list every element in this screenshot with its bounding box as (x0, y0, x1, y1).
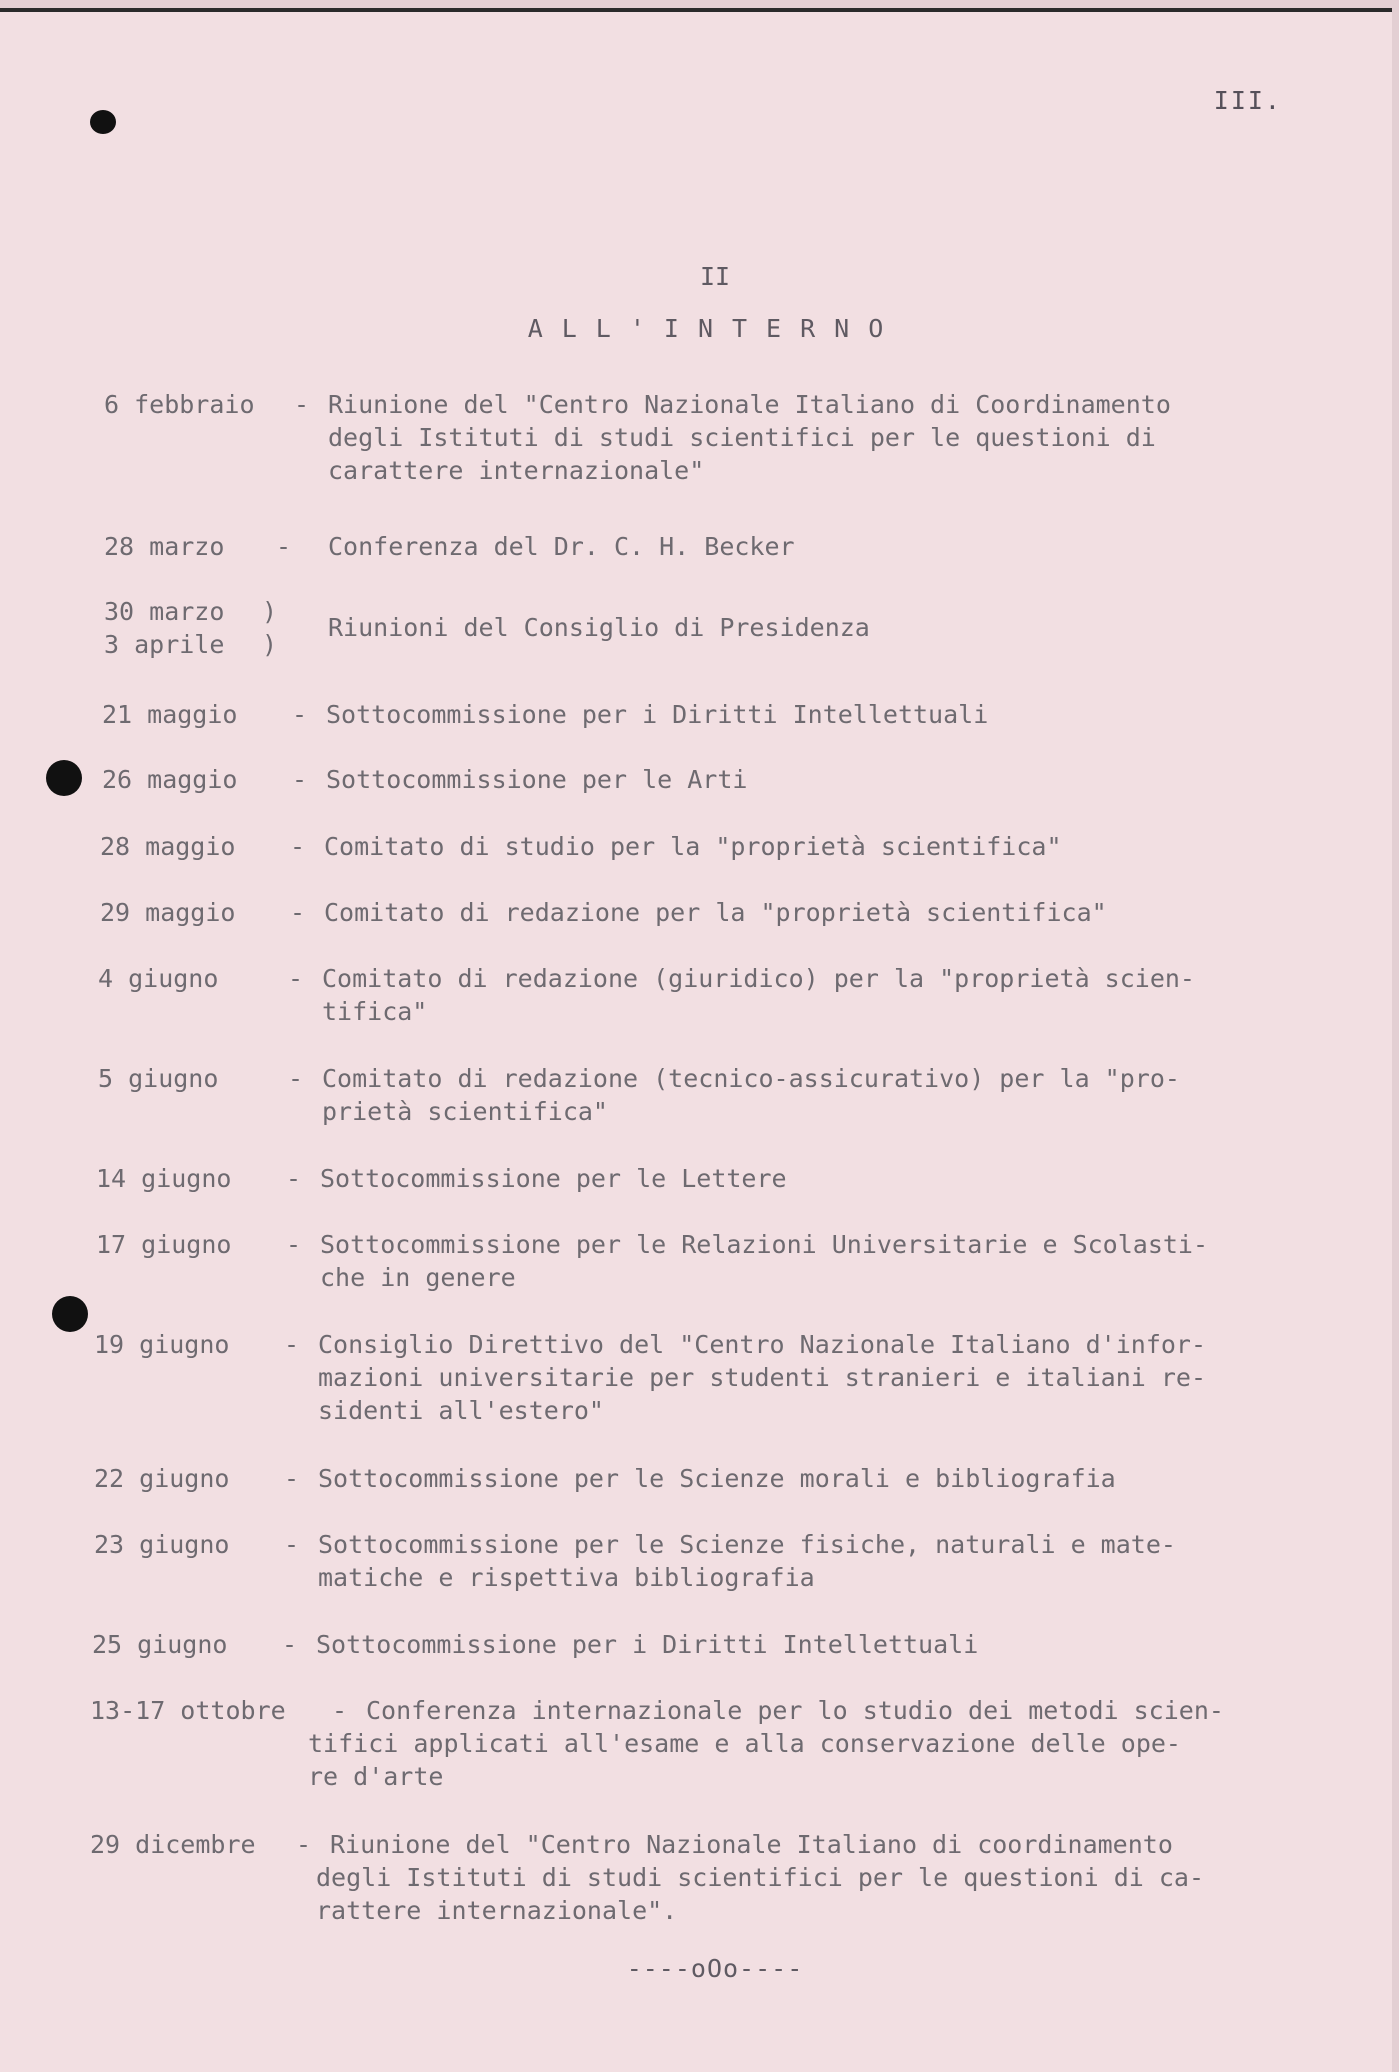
document-page (0, 8, 1392, 2072)
entry-text-line: tifici applicati all'esame e alla conservazione delle ope- (308, 1729, 1181, 1758)
entry-date: 17 giugno (96, 1230, 232, 1259)
entry-date: 29 dicembre (90, 1830, 256, 1859)
entry-dash: - (296, 1830, 312, 1859)
entry-text-line: Comitato di redazione (tecnico-assicurativo) per la "pro- (322, 1064, 1180, 1093)
entry-text-line: Consiglio Direttivo del "Centro Nazionale Italiano d'infor- (318, 1330, 1207, 1359)
entry-text-line: Sottocommissione per le Arti (326, 765, 748, 794)
end-mark: ----oOo---- (626, 1954, 804, 1983)
entry-text-line: Sottocommissione per le Scienze morali e bibliografia (318, 1464, 1116, 1493)
entry-dash: - (294, 390, 310, 419)
entry-date: 5 giugno (98, 1064, 219, 1093)
entry-text-line: re d'arte (308, 1762, 444, 1791)
entry-dash: - (284, 1330, 300, 1359)
entry-text-line: sidenti all'estero" (318, 1396, 604, 1425)
section-number: II (699, 262, 731, 291)
entry-text-line: Comitato di redazione (giuridico) per la "proprietà scien- (322, 964, 1195, 993)
entry-dash: - (290, 832, 306, 861)
entry-text-line: Comitato di studio per la "proprietà scientifica" (324, 832, 1062, 861)
entry-date-second: 3 aprile (104, 630, 225, 659)
entry-text-line: Conferenza internazionale per lo studio dei metodi scien- (366, 1696, 1224, 1725)
entry-brace: ) (262, 597, 278, 626)
entry-date: 19 giugno (94, 1330, 230, 1359)
entry-date: 21 maggio (102, 700, 238, 729)
entry-dash: - (284, 1530, 300, 1559)
entry-dash: - (288, 964, 304, 993)
entry-date: 6 febbraio (104, 390, 255, 419)
entry-dash: - (292, 700, 308, 729)
entry-date: 29 maggio (100, 898, 236, 927)
entry-dash: - (286, 1164, 302, 1193)
entry-text (308, 1694, 1224, 1793)
entry-date: 13-17 ottobre (90, 1696, 286, 1725)
entry-date: 22 giugno (94, 1464, 230, 1493)
entry-dash: - (292, 765, 308, 794)
entry-dash: - (276, 532, 292, 561)
entry-dash: - (332, 1696, 348, 1725)
page-number: III. (1213, 86, 1282, 115)
entry-text-line: tifica" (322, 997, 428, 1026)
entry-text-line: Sottocommissione per le Scienze fisiche, naturali e mate- (318, 1530, 1176, 1559)
entry-date: 25 giugno (92, 1630, 228, 1659)
entry-text-line: che in genere (320, 1263, 516, 1292)
entry-dash: - (284, 1464, 300, 1493)
entry-date: 26 maggio (102, 765, 238, 794)
entry-text-line: rattere internazionale". (316, 1896, 678, 1925)
entry-text-line: Riunione del "Centro Nazionale Italiano di coordinamento (330, 1830, 1173, 1859)
entry-text-line: Riunioni del Consiglio di Presidenza (328, 613, 870, 642)
entry-text-line: Conferenza del Dr. C. H. Becker (328, 532, 795, 561)
entry-date: 14 giugno (96, 1164, 232, 1193)
entry-text-line: carattere internazionale" (328, 456, 705, 485)
entry-text-line: Sottocommissione per le Relazioni Universitarie e Scolasti- (320, 1230, 1209, 1259)
entry-dash: - (290, 898, 306, 927)
entry-dash: - (288, 1064, 304, 1093)
entry-text-line: prietà scientifica" (322, 1097, 608, 1126)
entry-date: 30 marzo (104, 597, 225, 626)
event-list (0, 12, 1392, 2072)
entry-date: 28 maggio (100, 832, 236, 861)
entry-text-line: Riunione del "Centro Nazionale Italiano di Coordinamento (328, 390, 1171, 419)
entry-dash: - (286, 1230, 302, 1259)
section-title: ALL'INTERNO (527, 314, 903, 343)
entry-text-line: Sottocommissione per i Diritti Intellettuali (316, 1630, 979, 1659)
entry-text-line: degli Istituti di studi scientifici per le questioni di ca- (316, 1863, 1205, 1892)
entry-text-line: degli Istituti di studi scientifici per le questioni di (328, 423, 1156, 452)
entry-date: 4 giugno (98, 964, 219, 993)
entry-date: 23 giugno (94, 1530, 230, 1559)
entry-brace: ) (262, 630, 278, 659)
entry-text-line: mazioni universitarie per studenti stranieri e italiani re- (318, 1363, 1207, 1392)
entry-text-line: Sottocommissione per i Diritti Intellettuali (326, 700, 989, 729)
entry-date: 28 marzo (104, 532, 225, 561)
entry-text-line: matiche e rispettiva bibliografia (318, 1563, 815, 1592)
entry-text-line: Sottocommissione per le Lettere (320, 1164, 787, 1193)
entry-dash: - (282, 1630, 298, 1659)
entry-text-line: Comitato di redazione per la "proprietà scientifica" (324, 898, 1107, 927)
